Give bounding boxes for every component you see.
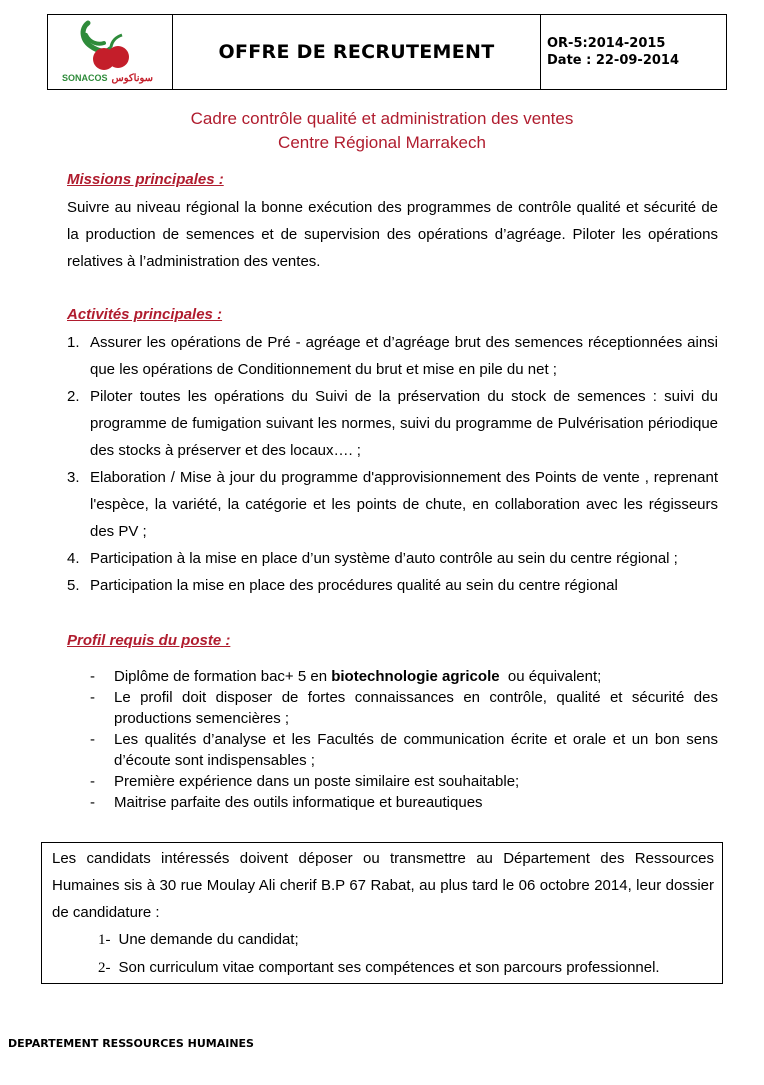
document-meta bbox=[547, 35, 679, 69]
missions-text: Suivre au niveau régional la bonne exécution des programmes de contrôle qualité et sécurité de la production de semences et de supervision des opérations d’agréage. Piloter les opérations relatives à l’administration des ventes. bbox=[67, 199, 718, 270]
company-logo bbox=[48, 15, 173, 89]
list-item: - Maitrise parfaite des outils informatique et bureautiques bbox=[90, 794, 483, 811]
document-title: OFFRE DE RECRUTEMENT bbox=[173, 15, 541, 89]
footer-department: DEPARTEMENT RESSOURCES HUMAINES bbox=[8, 1037, 254, 1050]
activities-list bbox=[67, 329, 718, 599]
profile-heading: Profil requis du poste : bbox=[67, 632, 231, 649]
list-item: 2. Piloter toutes les opérations du Suivi de la préservation du stock de semences : suivi du programme de fumigation suivant les normes, suivi du programme de Pulvérisation périodique des stocks à préserver et des locaux…. ; bbox=[67, 388, 718, 459]
list-item: 2- Son curriculum vitae comportant ses compétences et son parcours professionnel. bbox=[98, 959, 660, 976]
document-date: Date : 22-09-2014 bbox=[547, 53, 679, 68]
application-box bbox=[41, 842, 723, 984]
list-item: 1. Assurer les opérations de Pré - agréage et d’agréage brut des semences réceptionnées ainsi que les opérations de Conditionnement du brut et mise en pile du net ; bbox=[67, 334, 718, 378]
list-item: - Première expérience dans un poste similaire est souhaitable; bbox=[90, 773, 520, 790]
reference-number: OR-5:2014-2015 bbox=[547, 36, 666, 51]
sonacos-logo-icon bbox=[76, 19, 136, 75]
header-table bbox=[47, 14, 727, 90]
list-item: 3. Elaboration / Mise à jour du programme d'approvisionnement des Points de vente , reprenant l'espèce, la variété, la catégorie et les points de chute, en collaboration avec les régisseurs des PV ; bbox=[67, 469, 718, 540]
profile-list bbox=[90, 666, 718, 813]
job-title: Cadre contrôle qualité et administration des ventes bbox=[190, 109, 574, 128]
logo-brand-text: SONACOS سوناكوس bbox=[62, 73, 154, 84]
list-item: 5. Participation la mise en place des procédures qualité au sein du centre régional bbox=[67, 577, 618, 594]
activities-heading: Activités principales : bbox=[67, 306, 223, 323]
list-item: 1- Une demande du candidat; bbox=[98, 931, 299, 948]
list-item: 4. Participation à la mise en place d’un système d’auto contrôle au sein du centre régional ; bbox=[67, 550, 678, 567]
application-intro: Les candidats intéressés doivent déposer ou transmettre au Département des Ressources Humaines sis à 30 rue Moulay Ali cherif B.P 67 Rabat, au plus tard le 06 octobre 2014, leur dossier de candidature : bbox=[52, 850, 714, 921]
list-item: - Les qualités d’analyse et les Facultés de communication écrite et orale et un bon sens d’écoute sont indispensables ; bbox=[90, 731, 718, 769]
missions-heading: Missions principales : bbox=[67, 171, 224, 188]
job-location: Centre Régional Marrakech bbox=[278, 133, 486, 152]
list-item: - Diplôme de formation bac+ 5 en biotechnologie agricole ou équivalent; bbox=[90, 668, 602, 685]
list-item: - Le profil doit disposer de fortes connaissances en contrôle, qualité et sécurité des productions semencières ; bbox=[90, 689, 718, 727]
